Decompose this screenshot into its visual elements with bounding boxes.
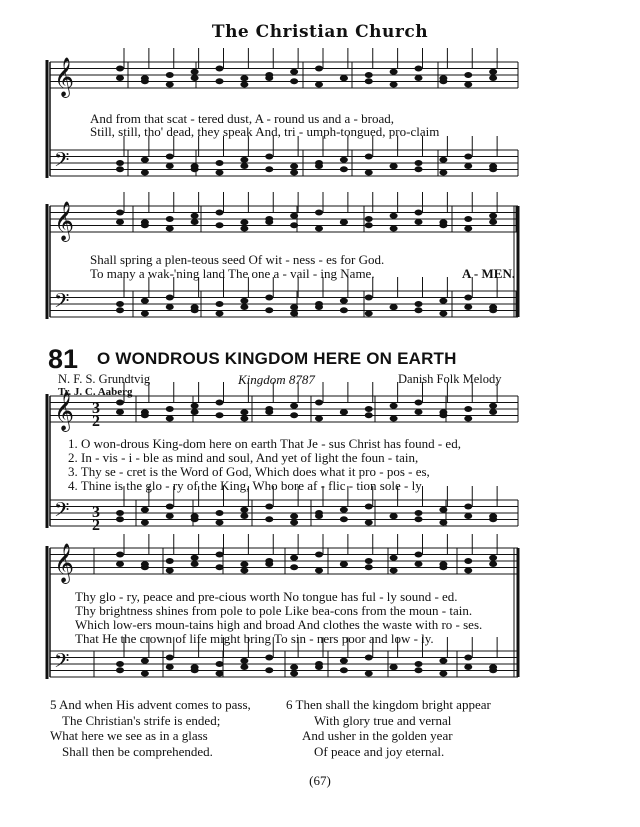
notehead — [315, 226, 323, 232]
notehead — [141, 311, 149, 317]
stanza-5 — [50, 697, 251, 759]
notehead — [415, 75, 423, 81]
notehead — [340, 409, 348, 415]
notehead — [290, 664, 298, 670]
notehead — [415, 160, 423, 166]
notehead — [216, 564, 224, 570]
notehead — [216, 412, 224, 418]
notehead — [240, 664, 248, 670]
system3-verse3: 3. Thy se - cret is the Word of God, Which does what it pro - pos - es, — [68, 464, 430, 479]
notehead — [464, 154, 472, 160]
notehead — [489, 69, 497, 75]
notehead — [464, 82, 472, 88]
notehead — [464, 513, 472, 519]
notehead — [116, 219, 124, 225]
notehead — [315, 304, 323, 310]
notehead — [340, 166, 348, 172]
notehead — [191, 409, 199, 415]
notehead — [290, 311, 298, 317]
notehead — [265, 655, 273, 661]
notehead — [315, 163, 323, 169]
notehead — [265, 516, 273, 522]
time-signature: 3 — [92, 400, 100, 417]
notehead — [390, 163, 398, 169]
notehead — [191, 516, 199, 522]
notehead — [390, 568, 398, 574]
notehead — [240, 163, 248, 169]
notehead — [240, 304, 248, 310]
time-signature: 3 — [92, 504, 100, 521]
notehead — [390, 513, 398, 519]
system4-verse4: That He the crown of life might bring To sin - ners poor and low - ly. — [75, 631, 434, 646]
notehead — [141, 520, 149, 526]
notehead — [116, 75, 124, 81]
notehead — [191, 213, 199, 219]
notehead — [265, 667, 273, 673]
notehead — [464, 504, 472, 510]
bass-clef-icon: 𝄢 — [54, 498, 70, 526]
notehead — [166, 513, 174, 519]
bass-clef-icon: 𝄢 — [54, 289, 70, 317]
notehead — [340, 658, 348, 664]
notehead — [216, 210, 224, 216]
hymn-tune: Kingdom 8787 — [238, 372, 315, 387]
notehead — [390, 213, 398, 219]
notehead — [216, 160, 224, 166]
notehead — [191, 69, 199, 75]
notehead — [166, 304, 174, 310]
notehead — [415, 301, 423, 307]
time-signature: 2 — [92, 517, 100, 534]
notehead — [464, 304, 472, 310]
system3-verse4: 4. Thine is the glo - ry of the King, Who bore af - flic - tion sole - ly — [68, 478, 422, 493]
notehead — [390, 664, 398, 670]
treble-clef-icon: 𝄞 — [54, 201, 75, 241]
notehead — [415, 661, 423, 667]
notehead — [166, 558, 174, 564]
treble-clef-icon: 𝄞 — [54, 391, 75, 431]
notehead — [390, 226, 398, 232]
notehead — [141, 298, 149, 304]
notehead — [265, 307, 273, 313]
notehead — [166, 226, 174, 232]
page-header: The Christian Church — [211, 22, 429, 42]
hymn-translator: Tr. J. C. Aaberg — [58, 386, 133, 398]
notehead — [365, 222, 373, 228]
notehead — [265, 75, 273, 81]
notehead — [216, 552, 224, 558]
notehead — [141, 170, 149, 176]
system4-verse3: Which low-ers moun-tains high and broad And clothes the waste with ro - ses. — [75, 617, 483, 632]
notehead — [365, 170, 373, 176]
notehead — [141, 412, 149, 418]
stanza6-line3: And usher in the golden year — [302, 728, 453, 743]
notehead — [315, 513, 323, 519]
notehead — [240, 82, 248, 88]
notehead — [415, 307, 423, 313]
notehead — [489, 213, 497, 219]
notehead — [489, 561, 497, 567]
notehead — [464, 568, 472, 574]
notehead — [240, 416, 248, 422]
notehead — [216, 222, 224, 228]
notehead — [315, 210, 323, 216]
stanza6-line1: 6 Then shall the kingdom bright appear — [286, 697, 491, 712]
notehead — [464, 558, 472, 564]
notehead — [290, 78, 298, 84]
notehead — [166, 664, 174, 670]
hymn-number: 81 — [48, 344, 79, 374]
notehead — [365, 72, 373, 78]
notehead — [265, 561, 273, 567]
notehead — [141, 671, 149, 677]
notehead — [489, 219, 497, 225]
notehead — [365, 671, 373, 677]
stanza6-line4: Of peace and joy eternal. — [314, 743, 445, 759]
treble-clef-icon: 𝄞 — [54, 57, 75, 97]
notehead — [116, 210, 124, 216]
stanza5-line2: The Christian's strife is ended; — [62, 712, 221, 728]
notehead — [116, 661, 124, 667]
notehead — [365, 216, 373, 222]
notehead — [216, 510, 224, 516]
notehead — [415, 210, 423, 216]
notehead — [340, 507, 348, 513]
notehead — [315, 664, 323, 670]
notehead — [166, 406, 174, 412]
notehead — [439, 311, 447, 317]
notehead — [390, 69, 398, 75]
notehead — [216, 671, 224, 677]
notehead — [240, 157, 248, 163]
notehead — [489, 166, 497, 172]
notehead — [365, 78, 373, 84]
notehead — [116, 66, 124, 72]
notehead — [390, 555, 398, 561]
notehead — [290, 671, 298, 677]
notehead — [265, 504, 273, 510]
notehead — [290, 520, 298, 526]
notehead — [166, 163, 174, 169]
notehead — [415, 516, 423, 522]
notehead — [365, 564, 373, 570]
notehead — [439, 222, 447, 228]
notehead — [116, 561, 124, 567]
notehead — [116, 307, 124, 313]
notehead — [439, 78, 447, 84]
notehead — [340, 667, 348, 673]
notehead — [365, 412, 373, 418]
system2-verse2: To many a wak-'ning land The one a - vail - ing Name. — [90, 266, 375, 281]
notehead — [489, 403, 497, 409]
notehead — [141, 222, 149, 228]
notehead — [141, 157, 149, 163]
notehead — [191, 561, 199, 567]
notehead — [415, 66, 423, 72]
notehead — [191, 555, 199, 561]
notehead — [489, 307, 497, 313]
notehead — [265, 166, 273, 172]
notehead — [240, 226, 248, 232]
notehead — [191, 219, 199, 225]
notehead — [464, 655, 472, 661]
notehead — [216, 400, 224, 406]
notehead — [141, 658, 149, 664]
notehead — [439, 298, 447, 304]
notehead — [290, 213, 298, 219]
notehead — [240, 513, 248, 519]
notehead — [240, 507, 248, 513]
notehead — [315, 568, 323, 574]
time-signature: 2 — [92, 413, 100, 430]
notehead — [439, 520, 447, 526]
notehead — [464, 216, 472, 222]
notehead — [464, 163, 472, 169]
notehead — [265, 295, 273, 301]
notehead — [216, 170, 224, 176]
treble-clef-icon: 𝄞 — [54, 543, 75, 583]
notehead — [390, 403, 398, 409]
notehead — [240, 75, 248, 81]
notehead — [315, 66, 323, 72]
notehead — [340, 516, 348, 522]
notehead — [365, 558, 373, 564]
notehead — [439, 564, 447, 570]
notehead — [290, 170, 298, 176]
notehead — [216, 66, 224, 72]
notehead — [290, 412, 298, 418]
notehead — [265, 154, 273, 160]
notehead — [166, 504, 174, 510]
notehead — [116, 516, 124, 522]
notehead — [290, 513, 298, 519]
notehead — [340, 298, 348, 304]
notehead — [166, 568, 174, 574]
notehead — [464, 72, 472, 78]
notehead — [191, 75, 199, 81]
notehead — [464, 416, 472, 422]
notehead — [489, 75, 497, 81]
notehead — [116, 166, 124, 172]
notehead — [191, 403, 199, 409]
notehead — [439, 157, 447, 163]
amen-text: A - MEN. — [462, 266, 516, 281]
notehead — [116, 160, 124, 166]
notehead — [116, 510, 124, 516]
notehead — [216, 520, 224, 526]
notehead — [340, 219, 348, 225]
hymn-title: O WONDROUS KINGDOM HERE ON EARTH — [97, 349, 457, 368]
notehead — [315, 552, 323, 558]
system1-verse2: Still, still, tho' dead, they speak And, tri - umph-tongued, pro-claim — [90, 124, 440, 139]
notehead — [240, 568, 248, 574]
notehead — [390, 304, 398, 310]
system3-verse2: 2. In - vis - i - ble as mind and soul, And yet of light the foun - tain, — [68, 450, 419, 465]
notehead — [315, 416, 323, 422]
notehead — [365, 295, 373, 301]
notehead — [290, 403, 298, 409]
stanza6-line2: With glory true and vernal — [314, 712, 452, 728]
notehead — [489, 667, 497, 673]
stanza5-line3: What here we see as in a glass — [50, 728, 208, 743]
stanza-6 — [286, 697, 491, 759]
notehead — [340, 307, 348, 313]
notehead — [365, 504, 373, 510]
notehead — [240, 658, 248, 664]
notehead — [116, 552, 124, 558]
notehead — [141, 564, 149, 570]
notehead — [166, 216, 174, 222]
notehead — [166, 416, 174, 422]
notehead — [415, 561, 423, 567]
notehead — [365, 154, 373, 160]
notehead — [166, 295, 174, 301]
notehead — [290, 69, 298, 75]
notehead — [415, 667, 423, 673]
stanza5-line1: 5 And when His advent comes to pass, — [50, 697, 251, 712]
notehead — [216, 301, 224, 307]
notehead — [290, 555, 298, 561]
notehead — [415, 409, 423, 415]
stanza5-line4: Shall then be comprehended. — [62, 743, 213, 759]
notehead — [464, 295, 472, 301]
notehead — [166, 154, 174, 160]
hymn-composer: Danish Folk Melody — [398, 372, 502, 386]
notehead — [315, 82, 323, 88]
bass-clef-icon: 𝄢 — [54, 148, 70, 176]
notehead — [116, 409, 124, 415]
notehead — [439, 170, 447, 176]
system4-verse2: Thy brightness shines from pole to pole Like bea-cons from the moun - tain. — [75, 603, 473, 618]
notehead — [290, 163, 298, 169]
notehead — [116, 667, 124, 673]
bass-clef-icon: 𝄢 — [54, 649, 70, 677]
notehead — [290, 222, 298, 228]
notehead — [489, 516, 497, 522]
page-number: (67) — [309, 773, 331, 788]
notehead — [415, 552, 423, 558]
notehead — [489, 555, 497, 561]
notehead — [141, 78, 149, 84]
notehead — [116, 301, 124, 307]
notehead — [191, 667, 199, 673]
system2-verse1: Shall spring a plen-teous seed Of wit - ness - es for God. — [90, 252, 385, 267]
notehead — [166, 655, 174, 661]
notehead — [415, 219, 423, 225]
notehead — [240, 409, 248, 415]
notehead — [166, 82, 174, 88]
notehead — [415, 510, 423, 516]
notehead — [340, 157, 348, 163]
notehead — [365, 520, 373, 526]
notehead — [340, 561, 348, 567]
notehead — [216, 661, 224, 667]
notehead — [290, 564, 298, 570]
notehead — [216, 78, 224, 84]
notehead — [439, 507, 447, 513]
notehead — [166, 72, 174, 78]
notehead — [390, 416, 398, 422]
notehead — [415, 166, 423, 172]
hymn-author: N. F. S. Grundtvig — [58, 372, 151, 386]
notehead — [439, 412, 447, 418]
notehead — [464, 664, 472, 670]
notehead — [464, 226, 472, 232]
notehead — [464, 406, 472, 412]
notehead — [240, 298, 248, 304]
notehead — [216, 311, 224, 317]
notehead — [415, 400, 423, 406]
notehead — [315, 400, 323, 406]
notehead — [191, 307, 199, 313]
notehead — [191, 166, 199, 172]
notehead — [489, 409, 497, 415]
system3-verse1: 1. O won-drous King-dom here on earth That Je - sus Christ has found - ed, — [68, 436, 461, 451]
notehead — [240, 561, 248, 567]
notehead — [265, 219, 273, 225]
notehead — [365, 311, 373, 317]
notehead — [340, 75, 348, 81]
notehead — [439, 658, 447, 664]
notehead — [141, 507, 149, 513]
notehead — [116, 400, 124, 406]
notehead — [240, 219, 248, 225]
notehead — [290, 304, 298, 310]
notehead — [365, 655, 373, 661]
system4-verse1: Thy glo - ry, peace and pre-cious worth No tongue has ful - ly sound - ed. — [75, 589, 458, 604]
system1-verse1: And from that scat - tered dust, A - round us and a - broad, — [90, 111, 394, 126]
notehead — [390, 82, 398, 88]
notehead — [439, 671, 447, 677]
notehead — [365, 406, 373, 412]
notehead — [265, 409, 273, 415]
